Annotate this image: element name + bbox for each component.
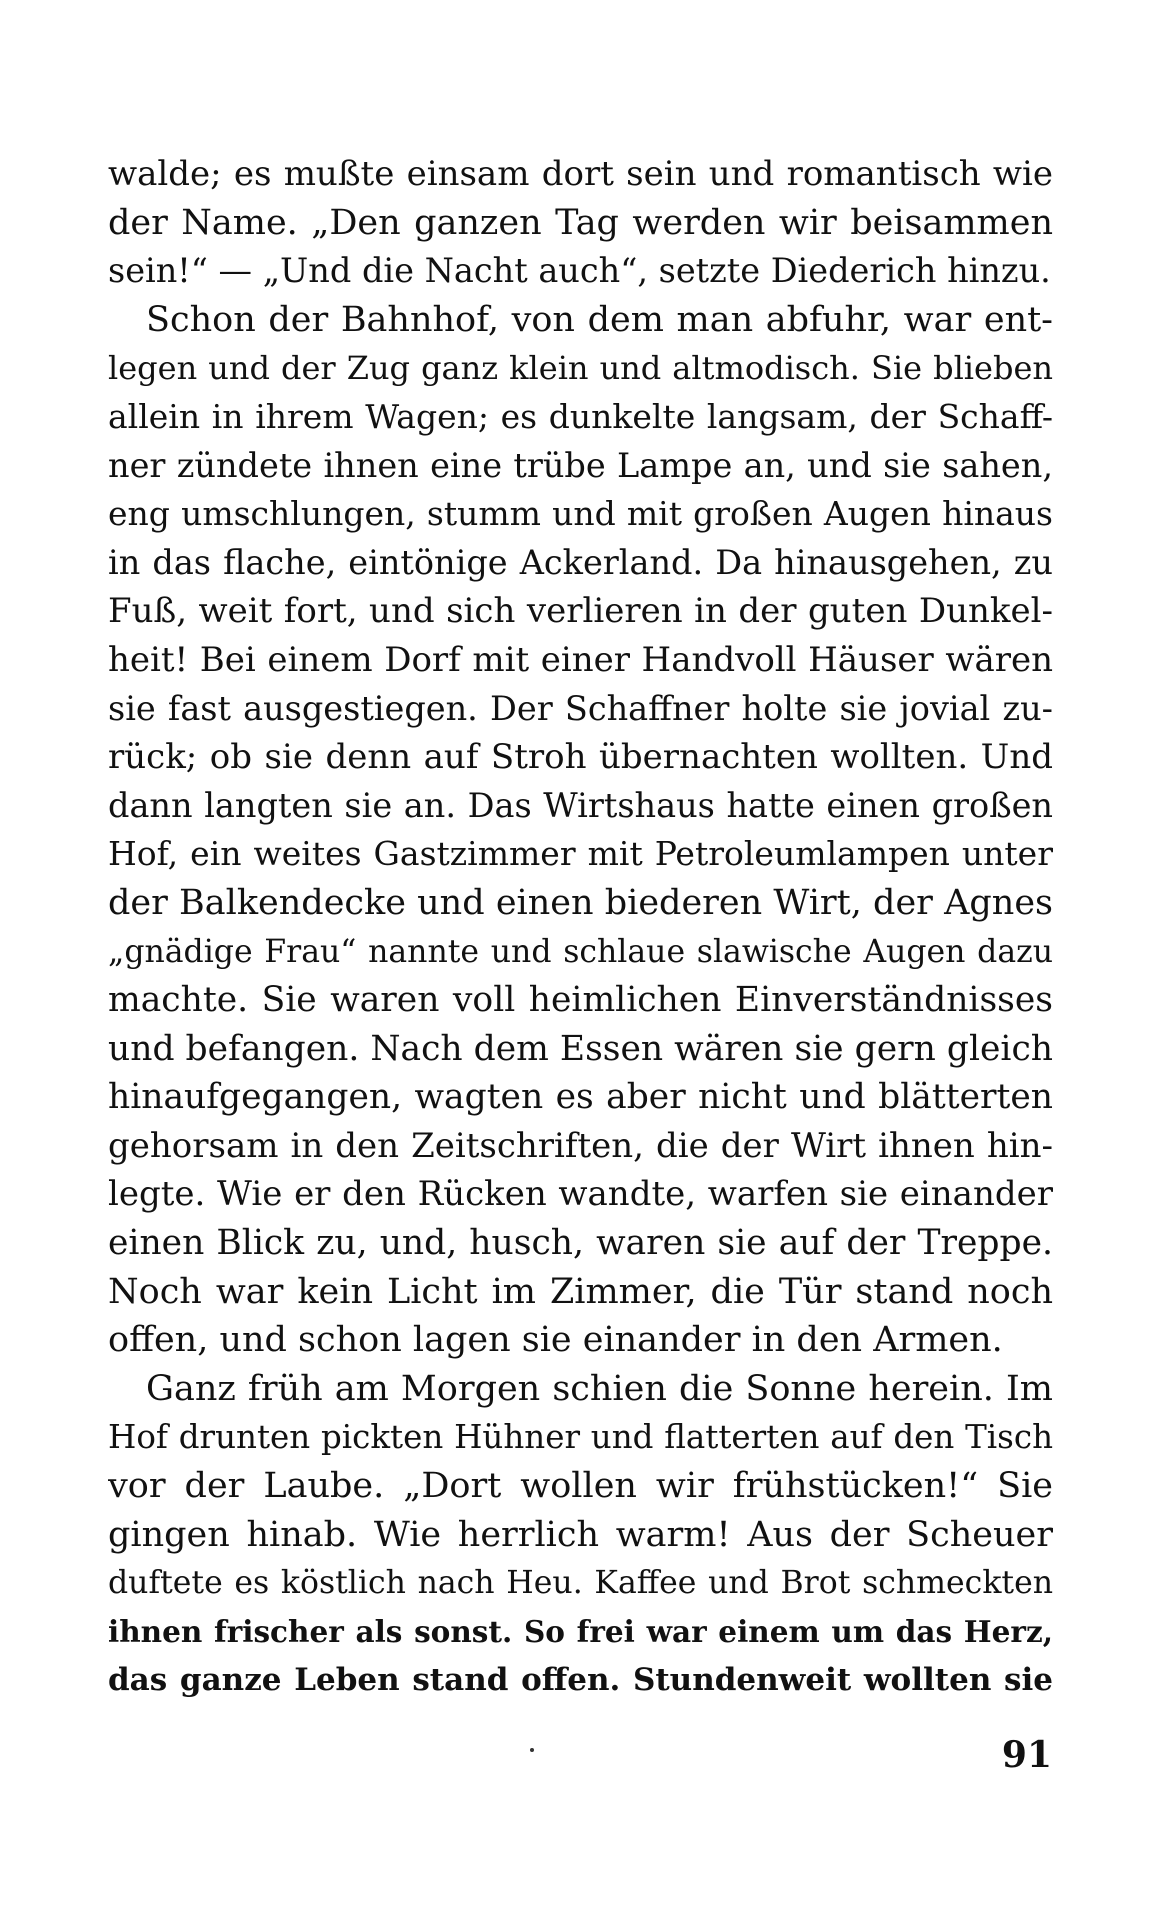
text-line: allein in ihrem Wagen; es dunkelte langsam, der Schaff- bbox=[108, 396, 1053, 436]
text-line: „gnädige Frau“ nannte und schlaue slawische Augen dazu bbox=[108, 933, 1053, 970]
text-line: Hof, ein weites Gastzimmer mit Petroleumlampen unter bbox=[108, 834, 1053, 874]
text-line: der Name. „Den ganzen Tag werden wir beisammen bbox=[108, 202, 1053, 243]
text-line: heit! Bei einem Dorf mit einer Handvoll Häuser wären bbox=[108, 639, 1053, 680]
text-line: offen, und schon lagen sie einander in den Armen. bbox=[108, 1320, 1003, 1361]
text-line: vor der Laube. „Dort wollen wir frühstücken!“ Sie bbox=[108, 1466, 1053, 1507]
body-text bbox=[108, 150, 1053, 1705]
text-line: der Balkendecke und einen biederen Wirt, der Agnes bbox=[108, 882, 1053, 923]
text-line: machte. Sie waren voll heimlichen Einverständnisses bbox=[108, 980, 1053, 1021]
text-line: duftete es köstlich nach Heu. Kaffee und Brot schmeckten bbox=[108, 1565, 1053, 1602]
page-number: 91 bbox=[1001, 1734, 1052, 1776]
text-line: sein!“ — „Und die Nacht auch“, setzte Diederich hinzu. bbox=[108, 251, 1051, 291]
text-line: walde; es mußte einsam dort sein und romantisch wie bbox=[108, 154, 1053, 194]
text-line: hinaufgegangen, wagten es aber nicht und blätterten bbox=[108, 1077, 1053, 1118]
text-line: gehorsam in den Zeitschriften, die der Wirt ihnen hin- bbox=[108, 1125, 1053, 1166]
text-line: das ganze Leben stand offen. Stundenweit wollten sie bbox=[108, 1662, 1053, 1699]
text-line: legte. Wie er den Rücken wandte, warfen sie einander bbox=[108, 1174, 1053, 1215]
text-line: und befangen. Nach dem Essen wären sie gern gleich bbox=[108, 1028, 1053, 1069]
text-line: ihnen frischer als sonst. So frei war einem um das Herz, bbox=[108, 1613, 1053, 1649]
text-line: Schon der Bahnhof, von dem man abfuhr, war ent- bbox=[146, 299, 1053, 340]
text-line: einen Blick zu, und, husch, waren sie auf der Treppe. bbox=[108, 1223, 1053, 1264]
text-line: rück; ob sie denn auf Stroh übernachten wollten. Und bbox=[108, 737, 1053, 778]
text-line: eng umschlungen, stumm und mit großen Augen hinaus bbox=[108, 494, 1053, 534]
text-line: legen und der Zug ganz klein und altmodisch. Sie blieben bbox=[108, 349, 1053, 388]
text-line: in das flache, eintönige Ackerland. Da hinausgehen, zu bbox=[108, 542, 1053, 582]
text-line: gingen hinab. Wie herrlich warm! Aus der Scheuer bbox=[108, 1514, 1053, 1555]
text-line: Fuß, weit fort, und sich verlieren in der guten Dunkel- bbox=[108, 591, 1053, 632]
text-line: ner zündete ihnen eine trübe Lampe an, und sie sahen, bbox=[108, 445, 1053, 485]
text-line: sie fast ausgestiegen. Der Schaffner holte sie jovial zu- bbox=[108, 688, 1053, 728]
text-line: Hof drunten pickten Hühner und flatterten auf den Tisch bbox=[108, 1418, 1053, 1457]
text-line: dann langten sie an. Das Wirtshaus hatte einen großen bbox=[108, 785, 1053, 825]
ink-speck bbox=[530, 1748, 534, 1752]
text-line: Ganz früh am Morgen schien die Sonne herein. Im bbox=[146, 1368, 1053, 1409]
text-line: Noch war kein Licht im Zimmer, die Tür stand noch bbox=[108, 1271, 1053, 1312]
